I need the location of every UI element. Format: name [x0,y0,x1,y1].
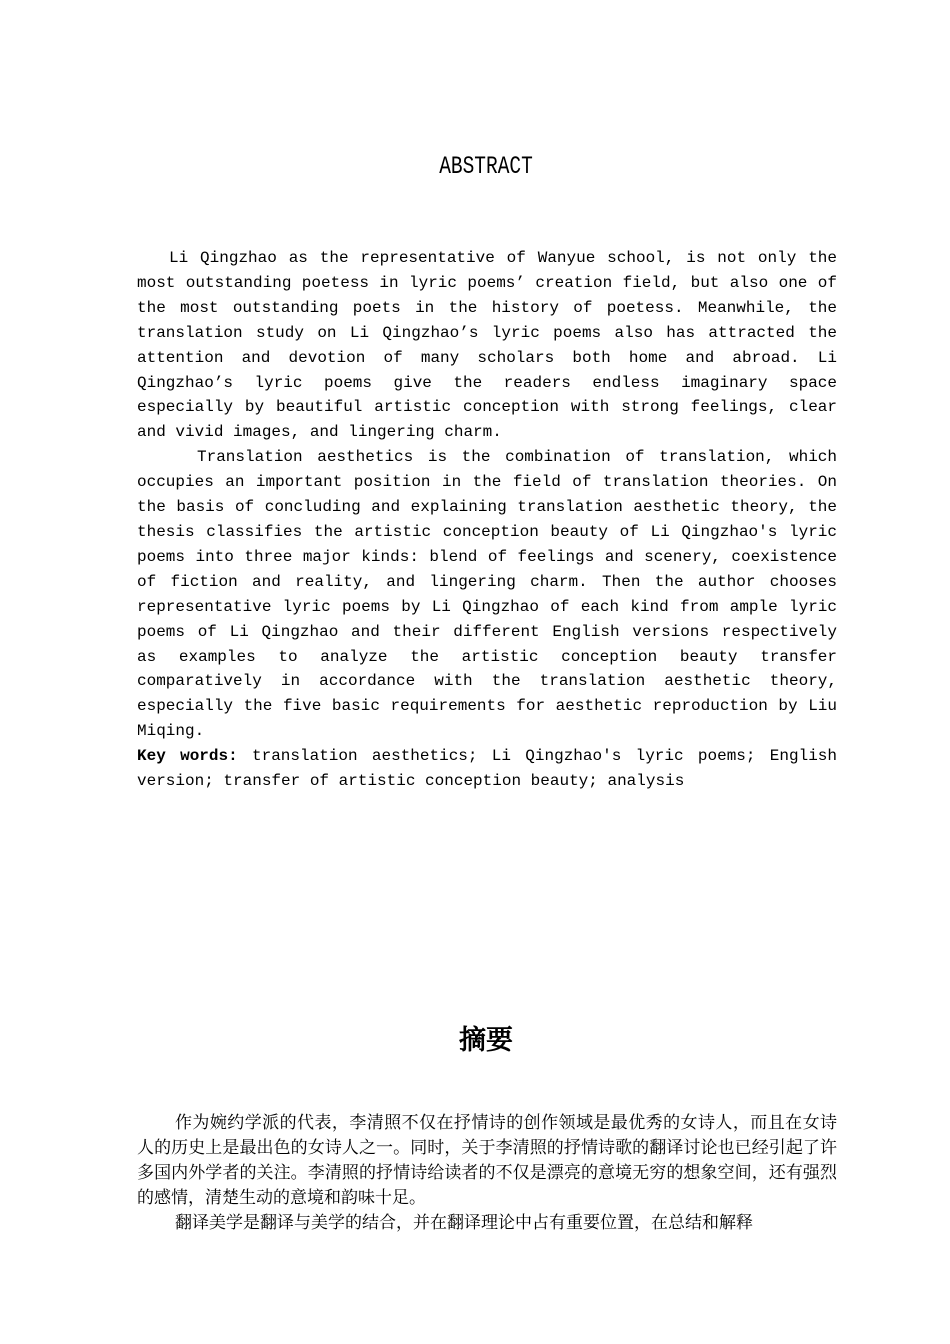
abstract-title: ABSTRACT [439,152,533,181]
chinese-abstract-paragraph-2: 翻译美学是翻译与美学的结合，并在翻译理论中占有重要位置，在总结和解释 [175,1213,753,1233]
abstract-paragraph-2: Translation aesthetics is the combination of translation, which occupies an important position in the field of translation theories. On the basis of concluding and explaining translation aesthetic theory, the thesis classifies the artistic conception beauty of Li Qingzhao's lyric poems into three major kinds: blend of feelings and scenery, coexistence of fiction and reality, and lingering charm. Then the author chooses representative lyric poems by Li Qingzhao of each kind from ample lyric poems of Li Qingzhao and their different English versions respectively as examples to analyze the artistic conception beauty transfer comparatively in accordance with the translation aesthetic theory, especially the five basic requirements for aesthetic reproduction by Liu Miqing. [137,448,837,741]
chinese-abstract-title: 摘要 [459,1025,513,1056]
keywords-line [137,744,837,794]
keywords-text: translation aesthetics; Li Qingzhao's lyric poems; English version; transfer of artistic conception beauty; analysis [137,747,837,791]
chinese-abstract-body [137,1111,837,1236]
keywords-label: Key words: [137,747,238,766]
abstract-paragraph-1: Li Qingzhao as the representative of Wanyue school, is not only the most outstanding poetess in lyric poems’ creation field, but also one of the most outstanding poets in the history of poetess. Meanwhile, the translation study on Li Qingzhao’s lyric poems also has attracted the attention and devotion of many scholars both home and abroad. Li Qingzhao’s lyric poems give the readers endless imaginary space especially by beautiful artistic conception with strong feelings, clear and vivid images, and lingering charm. [137,249,837,442]
abstract-body [137,246,837,794]
chinese-abstract-paragraph-1: 作为婉约学派的代表，李清照不仅在抒情诗的创作领域是最优秀的女诗人，而且在女诗人的历史上是最出色的女诗人之一。同时，关于李清照的抒情诗歌的翻译讨论也已经引起了许多国内外学者的关注。李清照的抒情诗给读者的不仅是漂亮的意境无穷的想象空间，还有强烈的感情，清楚生动的意境和韵味十足。 [137,1113,837,1208]
